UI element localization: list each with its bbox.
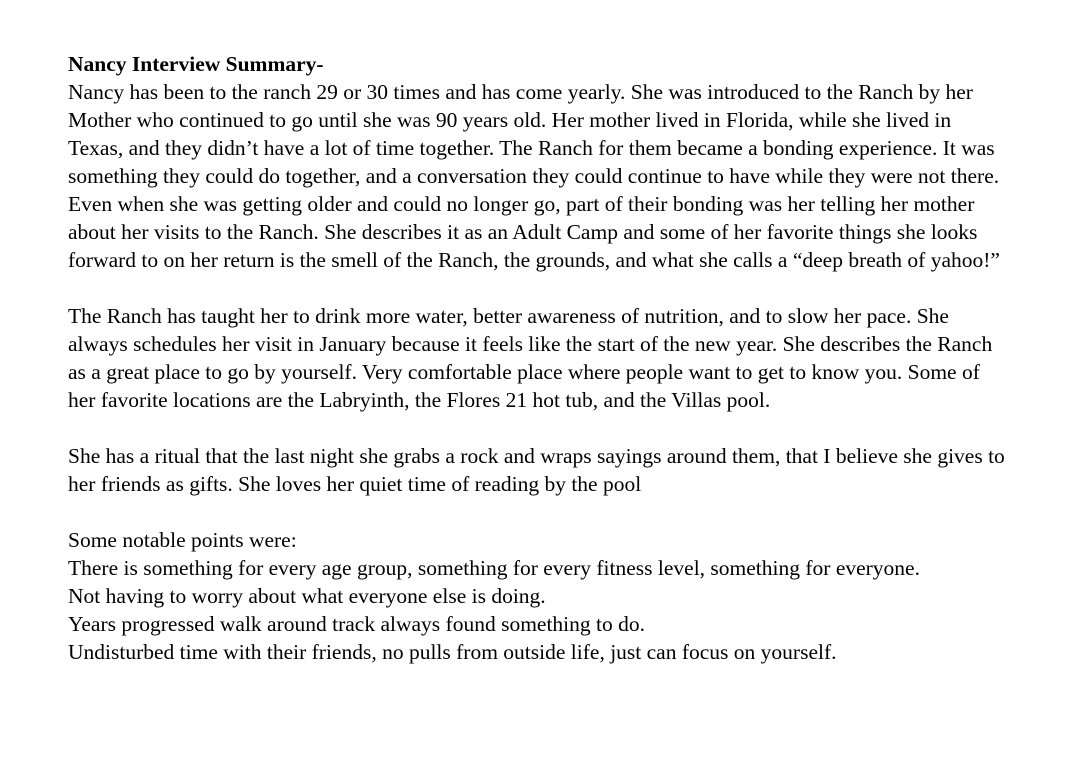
paragraph-gap (68, 414, 1008, 442)
document-title: Nancy Interview Summary- (68, 52, 324, 76)
paragraph-2: The Ranch has taught her to drink more water, better awareness of nutrition, and to slow her pace. She always schedules her visit in January because it feels like the start of the new year. She describes the Ranch as a great place to go by yourself. Very comfortable place where people want to get to know you. Some of her favorite locations are the Labryinth, the Flores 21 hot tub, and the Villas pool. (68, 304, 993, 412)
notable-points-heading: Some notable points were: (68, 528, 297, 552)
notable-point: Years progressed walk around track always found something to do. (68, 612, 646, 636)
paragraph-3: She has a ritual that the last night she grabs a rock and wraps sayings around them, that I believe she gives to her friends as gifts. She loves her quiet time of reading by the pool (68, 444, 1005, 496)
notable-point: There is something for every age group, something for every fitness level, something for everyone. (68, 556, 920, 580)
notable-point: Not having to worry about what everyone else is doing. (68, 584, 546, 608)
paragraph-gap (68, 498, 1008, 526)
notable-point: Undisturbed time with their friends, no pulls from outside life, just can focus on yourself. (68, 640, 837, 664)
paragraph-1: Nancy has been to the ranch 29 or 30 times and has come yearly. She was introduced to the Ranch by her Mother who continued to go until she was 90 years old. Her mother lived in Florida, while she lived in Texas, and they didn’t have a lot of time together. The Ranch for them became a bonding experience. It was something they could do together, and a conversation they could continue to have while they were not there. Even when she was getting older and could no longer go, part of their bonding was her telling her mother about her visits to the Ranch. She describes it as an Adult Camp and some of her favorite things she looks forward to on her return is the smell of the Ranch, the grounds, and what she calls a “deep breath of yahoo!” (68, 80, 1000, 272)
paragraph-gap (68, 274, 1008, 302)
document-body (68, 50, 1008, 666)
